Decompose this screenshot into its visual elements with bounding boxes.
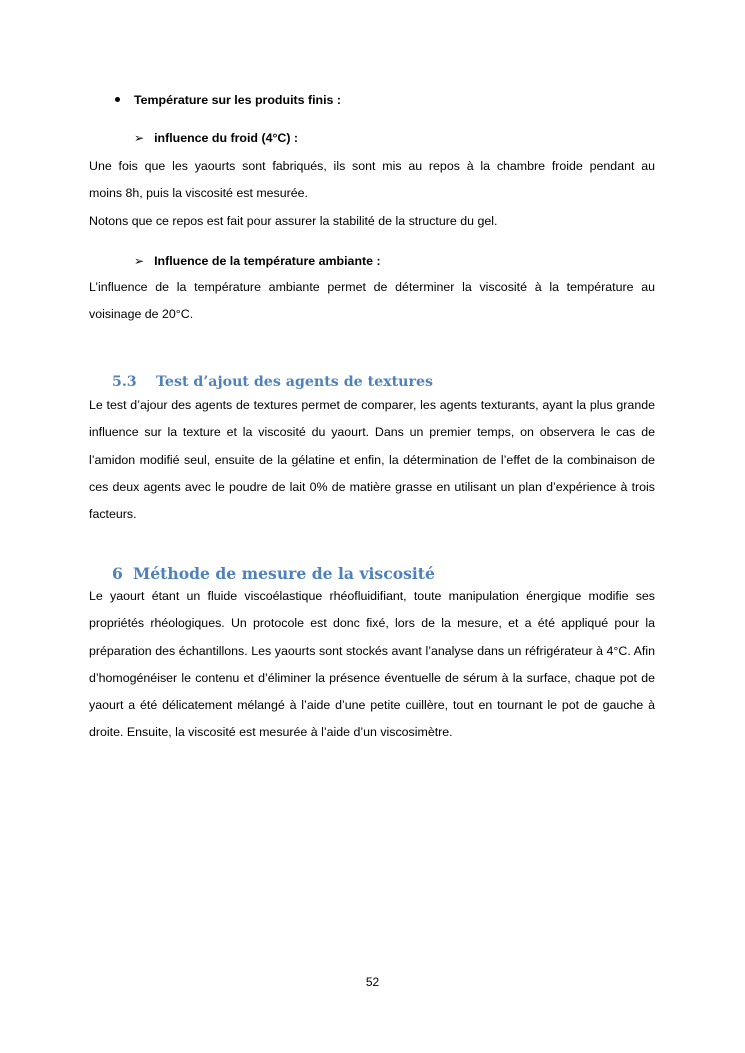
paragraph-line: Une fois que les yaourts sont fabriqués, ils sont mis au repos à la chambre froide pendant au [89,159,655,173]
sub-bullet-ambiante-text: Influence de la température ambiante : [154,254,381,268]
paragraph-line: Notons que ce repos est fait pour assurer la stabilité de la structure du gel. [89,213,498,228]
section-number: 6 [112,564,123,583]
bullet-icon [115,97,120,102]
section-heading-6 [112,564,435,583]
paragraph-5-3: Le test d’ajour des agents de textures permet de comparer, les agents texturants, ayant la plus grande influence sur la texture et la viscosité du yaourt. Dans un premier temps, on observera le cas de l’amidon modifié seul, ensuite de la gélatine et enfin, la détermination de l’effet de la combinaison de ces deux agents avec le poudre de lait 0% de matière grasse en utilisant un plan d’expérience à trois facteurs. [89,398,655,522]
section-heading-5-3 [112,374,433,390]
sub-bullet-froid [134,129,298,147]
sub-bullet-ambiante [134,252,381,270]
paragraph-ambiante: L’influence de la température ambiante permet de déterminer la viscosité à la température au voisinage de 20°C. [89,280,655,322]
paragraph-froid [89,153,655,235]
paragraph-6: Le yaourt étant un fluide viscoélastique rhéofluidifiant, toute manipulation énergique modifie ses propriétés rhéologiques. Un protocole est donc fixé, lors de la mesure, et a été appliqué pour la préparation des échantillons. Les yaourts sont stockés avant l’analyse dans un réfrigérateur à 4°C. Afin d’homogénéiser le contenu et d’éliminer la présence éventuelle de sérum à la surface, chaque pot de yaourt a été délicatement mélangé à l’aide d’une petite cuillère, tout en tournant le pot de gauche à droite. Ensuite, la viscosité est mesurée à l’aide d’un viscosimètre. [89,589,655,740]
arrow-bullet-icon: ➢ [134,131,145,145]
bullet-heading-text: Température sur les produits finis : [134,93,342,107]
bullet-heading-temperature [115,91,341,109]
page-number: 52 [365,975,380,989]
section-title: Test d’ajout des agents de textures [156,374,433,390]
arrow-bullet-icon: ➢ [134,254,145,268]
sub-bullet-froid-text: influence du froid (4°C) : [154,131,299,145]
section-number: 5.3 [112,374,137,390]
section-title: Méthode de mesure de la viscosité [133,564,435,583]
paragraph-line: moins 8h, puis la viscosité est mesurée. [89,186,308,201]
